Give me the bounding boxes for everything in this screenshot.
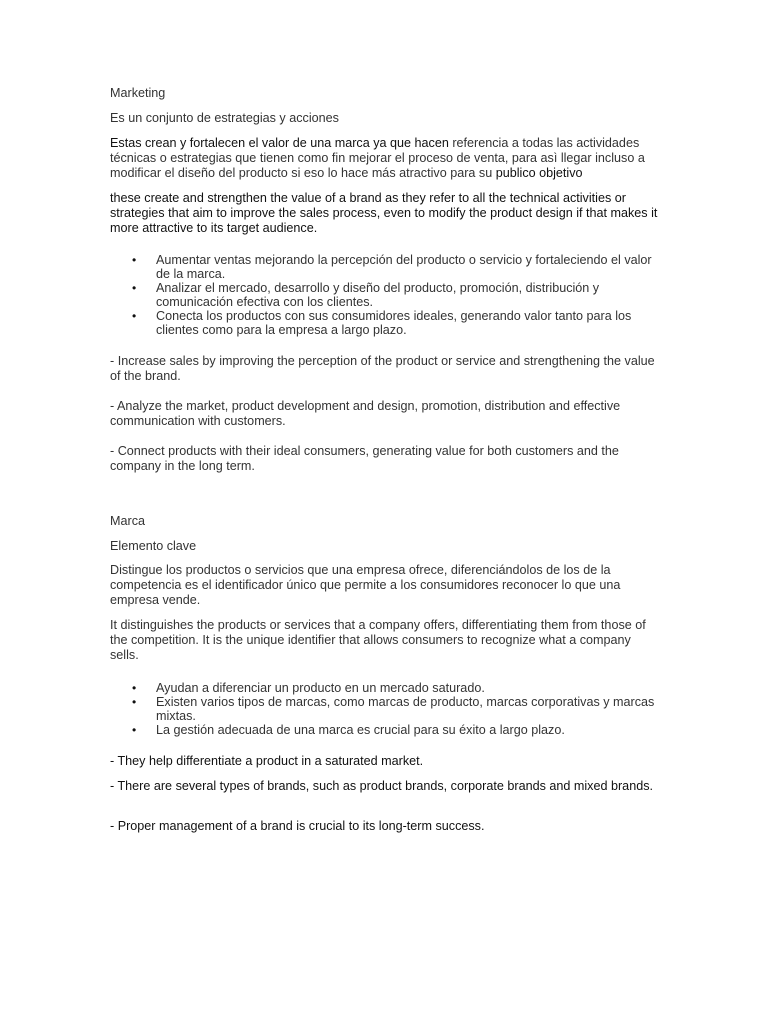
paragraph-lead: Estas crean y fortalecen el valor de una marca ya que hacen bbox=[110, 136, 449, 150]
spanish-paragraph: Distingue los productos o servicios que una empresa ofrece, diferenciándolos de los de la competencia es el identificador único que permite a los consumidores reconocer lo que una empresa vende. bbox=[110, 563, 621, 607]
list-item: • La gestión adecuada de una marca es crucial para su éxito a largo plazo. bbox=[132, 723, 660, 737]
paragraph-tail: publico objetivo bbox=[495, 166, 583, 180]
translation-line: - They help differentiate a product in a saturated market. bbox=[110, 754, 424, 768]
translation-line: - Increase sales by improving the perception of the product or service and strengthening the value of the brand. bbox=[110, 354, 655, 383]
translation-line: - Proper management of a brand is crucial to its long-term success. bbox=[110, 819, 485, 833]
english-paragraph: these create and strengthen the value of a brand as they refer to all the technical activities or strategies that aim to improve the sales process, even to modify the product design if that makes it more attractive to its target audience. bbox=[110, 191, 658, 235]
english-paragraph: It distinguishes the products or services that a company offers, differentiating them from those of the competition. It is the unique identifier that allows consumers to recognize what a company sells. bbox=[110, 618, 646, 662]
section-subtitle: Elemento clave bbox=[110, 539, 197, 553]
bullet-list bbox=[132, 253, 660, 337]
translation-line: - Analyze the market, product development and design, promotion, distribution and effective communication with customers. bbox=[110, 399, 621, 428]
list-item: • Analizar el mercado, desarrollo y diseño del producto, promoción, distribución y comunicación efectiva con los clientes. bbox=[132, 281, 660, 309]
translation-line: - There are several types of brands, such as product brands, corporate brands and mixed brands. bbox=[110, 779, 653, 793]
translation-line: - Connect products with their ideal consumers, generating value for both customers and the company in the long term. bbox=[110, 444, 619, 473]
section-title-marca: Marca bbox=[110, 514, 145, 528]
list-item: • Aumentar ventas mejorando la percepción del producto o servicio y fortaleciendo el valor de la marca. bbox=[132, 253, 660, 281]
paragraph-body: referencia a todas las actividades técnicas o estrategias que tienen como fin mejorar el proceso de venta, para asì llegar incluso a modificar el diseño del producto si eso lo hace más atractivo para su bbox=[110, 136, 645, 180]
spanish-paragraph bbox=[110, 136, 660, 181]
list-item: • Existen varios tipos de marcas, como marcas de producto, marcas corporativas y marcas mixtas. bbox=[132, 695, 660, 723]
section-title-marketing: Marketing bbox=[110, 86, 166, 100]
bullet-list bbox=[132, 681, 660, 737]
section-subtitle: Es un conjunto de estrategias y acciones bbox=[110, 111, 339, 125]
list-item: • Ayudan a diferenciar un producto en un mercado saturado. bbox=[132, 681, 660, 695]
list-item: • Conecta los productos con sus consumidores ideales, generando valor tanto para los clientes como para la empresa a largo plazo. bbox=[132, 309, 660, 337]
